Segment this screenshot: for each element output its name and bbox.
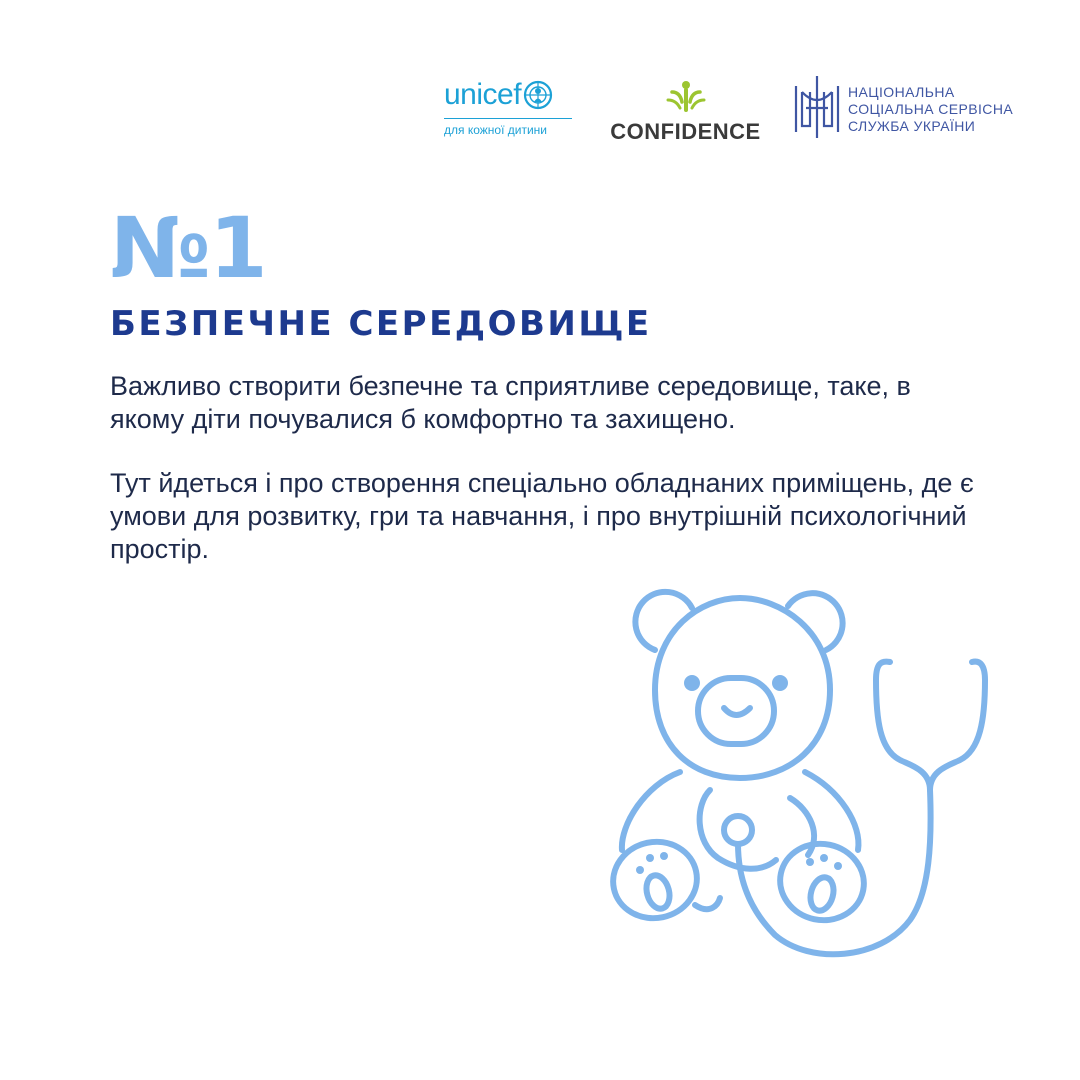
confidence-emblem-icon: [662, 80, 710, 112]
unicef-divider: [444, 118, 572, 119]
item-number: №1: [110, 199, 266, 297]
confidence-logo: [598, 80, 773, 145]
unicef-logo: [444, 78, 584, 137]
nszu-line-2: СОЦІАЛЬНА СЕРВІСНА: [848, 101, 1014, 117]
nszu-logo: [792, 72, 1042, 142]
nszu-emblem-icon: [792, 72, 842, 142]
partner-logos: [440, 70, 1040, 160]
nszu-line-3: СЛУЖБА УКРАЇНИ: [848, 118, 976, 134]
nszu-line-1: НАЦІОНАЛЬНА: [848, 84, 955, 100]
un-emblem-icon: [523, 80, 553, 110]
nszu-text: [848, 84, 1013, 135]
confidence-wordmark: CONFIDENCE: [610, 119, 761, 144]
paragraph-2: Тут йдеться і про створення спеціально обладнаних приміщень, де є умови для розвитку, гри та навчання, і про внутрішній психологічний простір.: [110, 468, 974, 564]
unicef-tagline: для кожної дитини: [444, 123, 547, 137]
teddy-bear-stethoscope-icon: [600, 580, 1000, 980]
unicef-wordmark: unicef: [444, 78, 522, 111]
headline: БЕЗПЕЧНЕ СЕРЕДОВИЩЕ: [110, 304, 652, 344]
paragraph-1: Важливо створити безпечне та сприятливе середовище, таке, в якому діти почувалися б комфортно та захищено.: [110, 371, 911, 434]
